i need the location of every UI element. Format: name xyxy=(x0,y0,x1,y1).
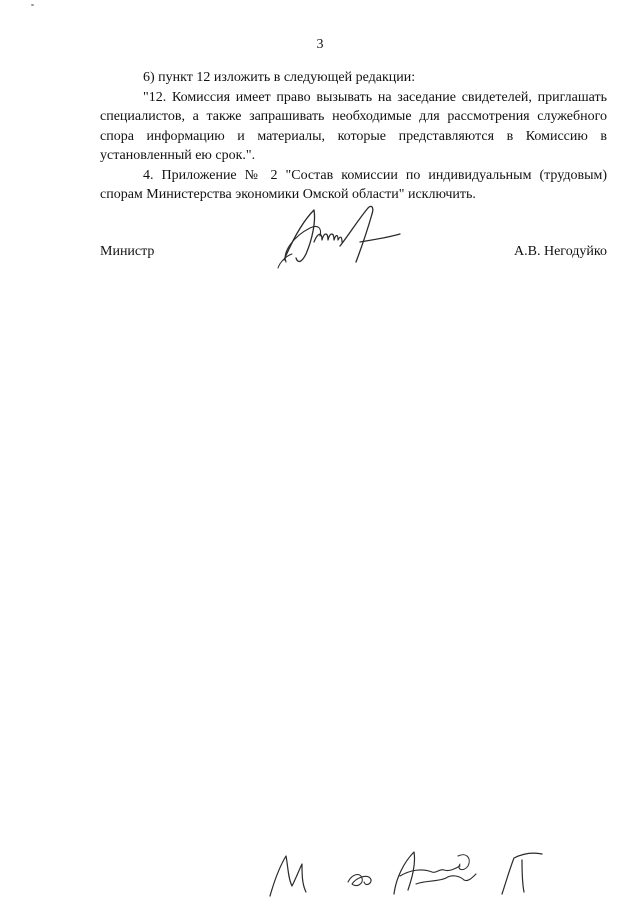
page-number: 3 xyxy=(316,37,324,52)
handwritten-signature xyxy=(276,202,406,272)
scan-speck xyxy=(31,4,34,6)
paragraph-clause-12: "12. Комиссия имеет право вызывать на заседание свидетелей, приглашать специалистов, а также запрашивать необходимые для рассмотрения служебного спора информацию и материалы, которые представляются в Комиссию в установленный ею срок.". xyxy=(100,89,607,163)
handwritten-initials xyxy=(266,838,546,900)
signatory-title: Министр xyxy=(100,244,155,259)
document-body xyxy=(100,68,607,205)
signatory-name: А.В. Негодуйко xyxy=(514,244,607,259)
paragraph-item-6: 6) пункт 12 изложить в следующей редакции: xyxy=(143,70,416,85)
paragraph-item-4: 4. Приложение № 2 "Состав комиссии по индивидуальным (трудовым) спорам Министерства экономики Омской области" исключить. xyxy=(100,167,607,202)
